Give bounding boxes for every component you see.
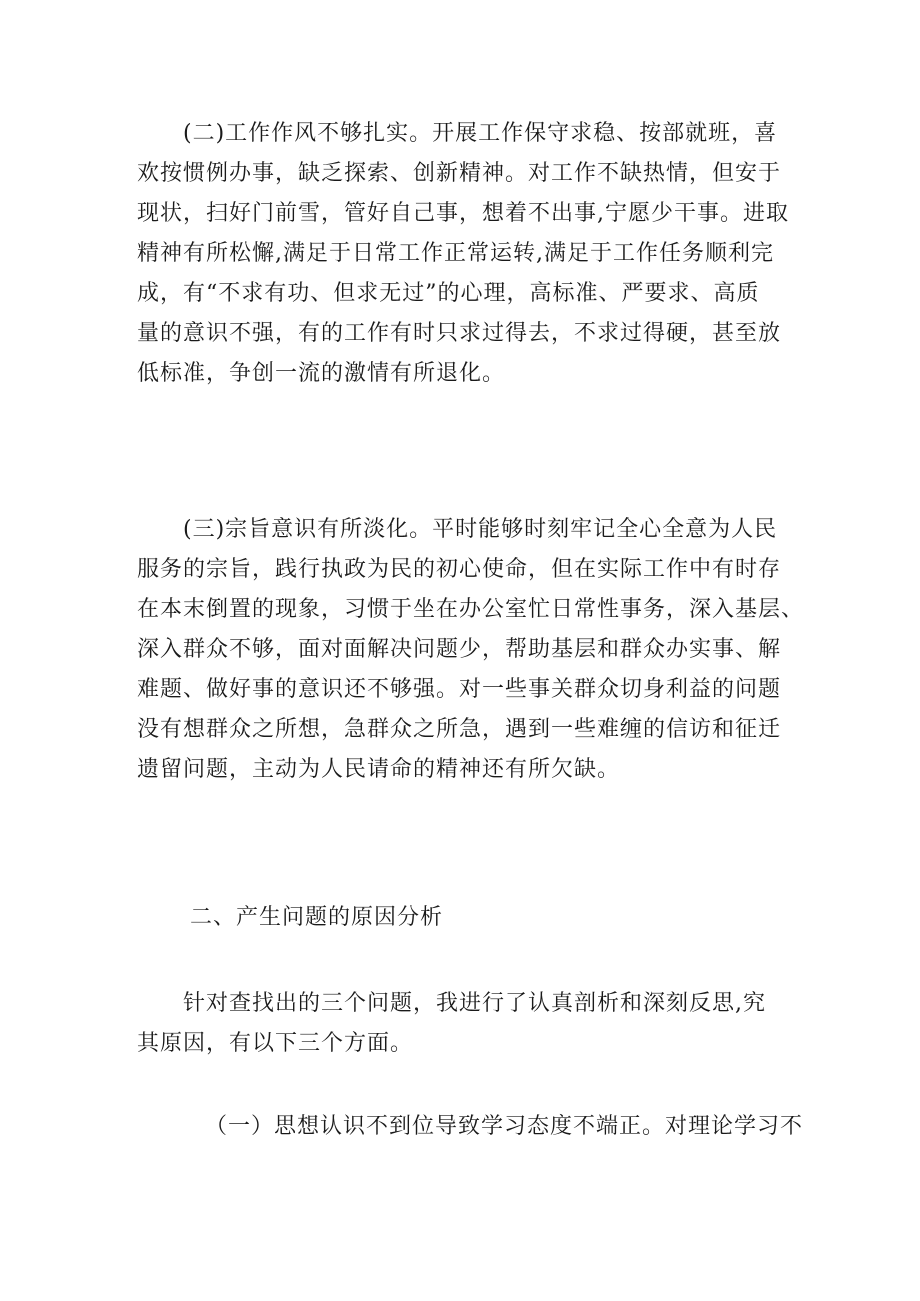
text-line: 其原因，有以下三个方面。 bbox=[137, 1031, 414, 1056]
text-line: 针对查找出的三个问题，我进行了认真剖析和深刻反思,究 bbox=[137, 991, 766, 1016]
text-line: 欢按惯例办事，缺乏探索、创新精神。对工作不缺热情，但安于 bbox=[137, 161, 782, 186]
text-line: 现状，扫好门前雪，管好自己事，想着不出事,宁愿少干事。进取 bbox=[137, 201, 789, 226]
text-line: 精神有所松懈,满足于日常工作正常运转,满足于工作任务顺利完 bbox=[137, 241, 774, 266]
paragraph-work-style bbox=[137, 114, 789, 394]
text-line: 低标准，争创一流的激情有所退化。 bbox=[137, 361, 506, 386]
text-line: (三)宗旨意识有所淡化。平时能够时刻牢记全心全意为人民 bbox=[137, 517, 778, 542]
text-line: 量的意识不强，有的工作有时只求过得去，不求过得硬，甚至放 bbox=[137, 321, 782, 346]
text-line: 服务的宗旨，践行执政为民的初心使命，但在实际工作中有时存 bbox=[137, 557, 782, 582]
section-heading-text: 二、产生问题的原因分析 bbox=[190, 905, 444, 930]
paragraph-intro bbox=[137, 984, 766, 1064]
text-line: 难题、做好事的意识还不够强。对一些事关群众切身利益的问题 bbox=[137, 677, 782, 702]
section-heading bbox=[190, 898, 443, 938]
paragraph-first-cause bbox=[205, 1107, 803, 1147]
text-line: 遗留问题，主动为人民请命的精神还有所欠缺。 bbox=[137, 757, 621, 782]
text-line: 成，有“不求有功、但求无过”的心理，高标准、严要求、高质 bbox=[137, 281, 760, 306]
text-line: 深入群众不够，面对面解决问题少，帮助基层和群众办实事、解 bbox=[137, 637, 782, 662]
text-line: 没有想群众之所想，急群众之所急，遇到一些难缠的信访和征迁 bbox=[137, 717, 782, 742]
paragraph-purpose-awareness bbox=[137, 510, 804, 790]
text-line: (二)工作作风不够扎实。开展工作保守求稳、按部就班，喜 bbox=[137, 121, 778, 146]
text-line: 在本末倒置的现象，习惯于坐在办公室忙日常性事务，深入基层、 bbox=[137, 597, 805, 622]
text-line: （一）思想认识不到位导致学习态度不端正。对理论学习不 bbox=[205, 1114, 804, 1139]
